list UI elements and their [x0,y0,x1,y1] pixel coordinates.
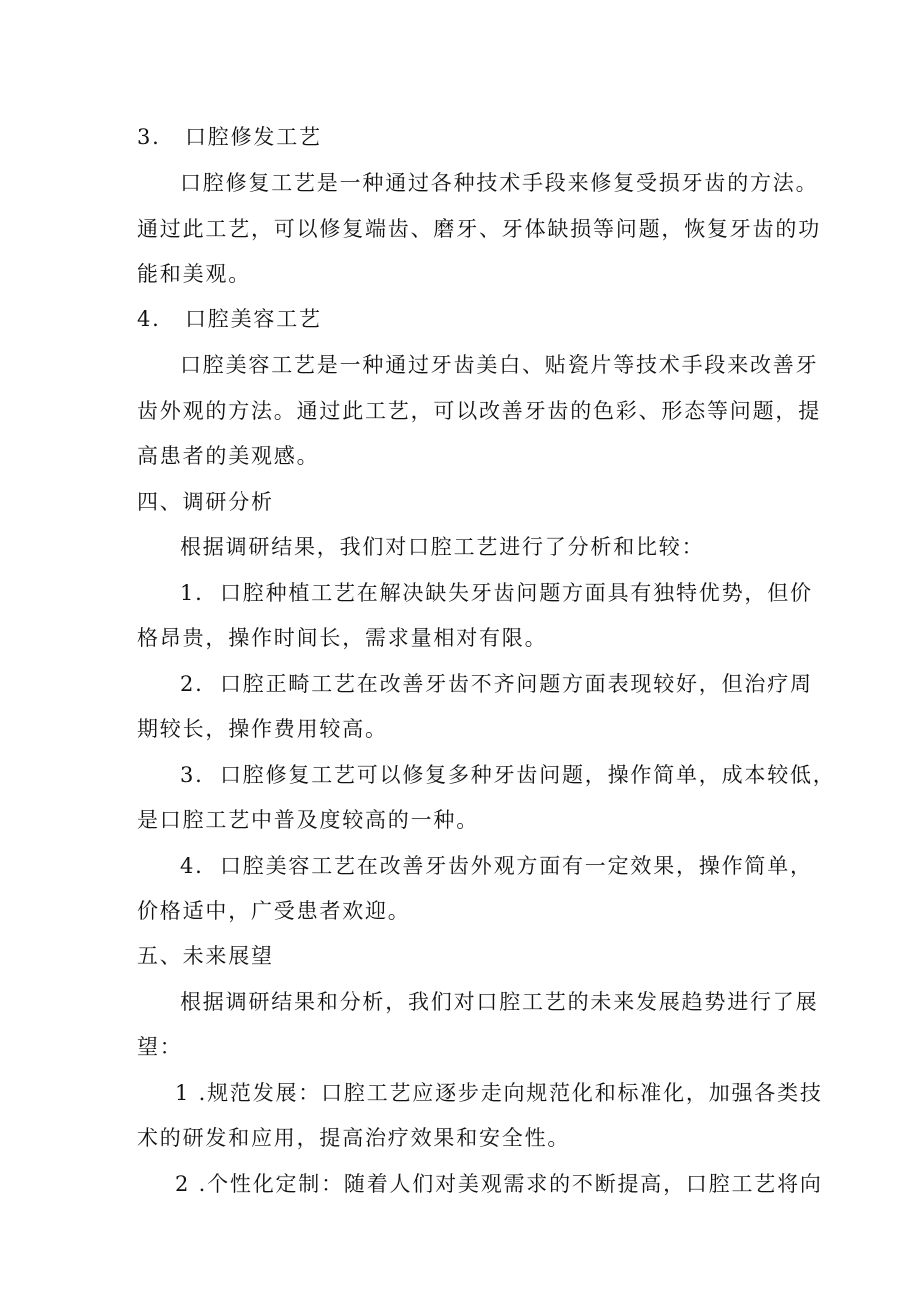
section-4-para-line-1: 口腔美容工艺是一种通过牙齿美白、贴瓷片等技术手段来改善牙 [180,353,819,377]
analysis-item-3-line-2: 是口腔工艺中普及度较高的一种。 [137,808,479,832]
analysis-item-3-text: 口腔修复工艺可以修复多种牙齿问题，操作简单，成本较低， [220,763,836,787]
analysis-item-2-text: 口腔正畸工艺在改善牙齿不齐问题方面表现较好，但治疗周 [220,672,813,696]
analysis-item-2-line-1 [180,669,813,699]
analysis-item-2-number: 2. [180,672,204,696]
analysis-item-2-line-2: 期较长，操作费用较高。 [137,717,388,741]
analysis-item-3-line-1 [180,760,836,790]
analysis-heading: 四、调研分析 [137,490,274,514]
analysis-item-4-line-2: 价格适中，广受患者欢迎。 [137,899,411,923]
analysis-item-1-line-1 [180,578,813,608]
analysis-item-4-number: 4. [180,854,204,878]
future-intro-line-1: 根据调研结果和分析，我们对口腔工艺的未来发展趋势进行了展 [180,990,819,1014]
analysis-item-1-number: 1. [180,581,204,605]
analysis-item-4-text: 口腔美容工艺在改善牙齿外观方面有一定效果，操作简单， [220,854,813,878]
section-4-heading [137,304,322,334]
section-4-number: 4. [137,307,161,331]
section-4-para-line-2: 齿外观的方法。通过此工艺，可以改善牙齿的色彩、形态等问题，提 [137,399,821,423]
future-heading: 五、未来展望 [137,944,274,968]
section-3-title: 口腔修发工艺 [185,125,322,149]
section-4-para-line-3: 高患者的美观感。 [137,444,320,468]
section-3-para-line-2: 通过此工艺，可以修复端齿、磨牙、牙体缺损等问题，恢复牙齿的功 [137,217,821,241]
section-3-heading [137,122,322,152]
future-item-2-line-1: 2 .个性化定制：随着人们对美观需求的不断提高，口腔工艺将向 [175,1172,823,1196]
future-item-1-line-2: 术的研发和应用，提高治疗效果和安全性。 [137,1126,571,1150]
analysis-item-4-line-1 [180,851,813,881]
analysis-item-1-line-2: 格昂贵，操作时间长，需求量相对有限。 [137,626,548,650]
section-3-para-line-3: 能和美观。 [137,262,251,286]
future-item-1-line-1: 1 .规范发展：口腔工艺应逐步走向规范化和标准化，加强各类技 [175,1081,823,1105]
analysis-item-3-number: 3. [180,763,204,787]
analysis-intro: 根据调研结果，我们对口腔工艺进行了分析和比较： [180,535,705,559]
section-3-para-line-1: 口腔修复工艺是一种通过各种技术手段来修复受损牙齿的方法。 [180,171,819,195]
section-3-number: 3. [137,125,161,149]
section-4-title: 口腔美容工艺 [185,307,322,331]
analysis-item-1-text: 口腔种植工艺在解决缺失牙齿问题方面具有独特优势，但价 [220,581,813,605]
future-intro-line-2: 望： [137,1035,183,1059]
